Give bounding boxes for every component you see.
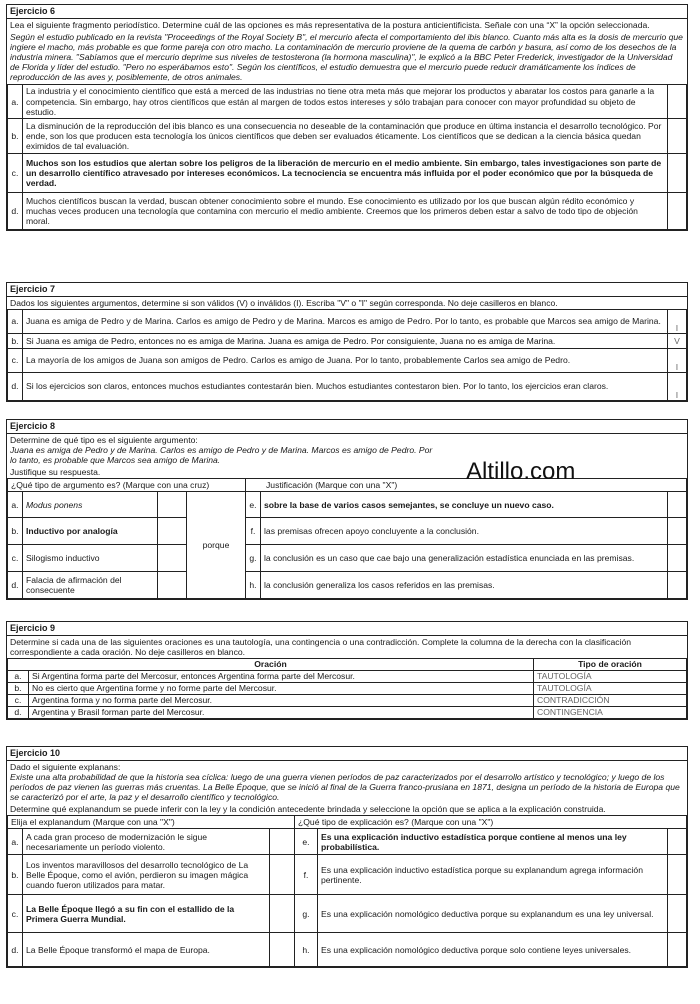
option-text: La Belle Époque llegó a su fin con el estallido de la Primera Guerra Mundial.: [23, 895, 270, 933]
row-letter: c.: [8, 348, 23, 372]
option-letter: d.: [8, 192, 23, 229]
option-letter: a.: [8, 492, 23, 518]
option-letter: b.: [8, 118, 23, 153]
option-letter: d.: [8, 572, 23, 599]
option-text: las premisas ofrecen apoyo concluyente a la conclusión.: [261, 518, 668, 545]
option-letter: b.: [8, 855, 23, 895]
option-mark-box[interactable]: [158, 518, 187, 545]
ej9-row-a: [8, 670, 687, 682]
ej6-option-d[interactable]: [8, 192, 687, 229]
ej7-row-d: [8, 372, 687, 400]
option-mark-box[interactable]: [270, 933, 295, 967]
option-text: la conclusión generaliza los casos referidos en las premisas.: [261, 572, 668, 599]
ej6-title: Ejercicio 6: [7, 5, 687, 19]
ej8-argument: Juana es amiga de Pedro y de Marina. Carlos es amigo de Pedro y de Marina. Marcos es amigo de Pedro. Por lo tanto, es probable que Marcos sea amigo de Marina.: [10, 444, 433, 465]
ej8-col-right-header: Justificación (Marque con una "X"): [246, 479, 687, 492]
ej10-explanans: Existe una alta probabilidad de que la historia sea cíclica: luego de una guerra vienen períodos de paz caracterizados por el desarrollo artístico y tecnológico; y luego de los períodos de paz vienen las guerras más cruentas. La Belle Époque, que se inició al final de la Guerra franco-prusiana en 1871, designa un período de la historia de Europa que se caracterizó por el arte, la paz y el desarrollo científico y tecnológico.: [10, 771, 680, 803]
ej10-instructions: Determine qué explanandum se puede inferir con la ley y la condición antecedente brindada y seleccione la opción que se aplica a la explicación construida.: [10, 804, 606, 815]
ej9-col-oracion: Oración: [8, 658, 534, 670]
altillo-watermark: Altillo.com: [466, 458, 576, 485]
ej8-row-4: [8, 572, 687, 599]
option-mark-box[interactable]: [668, 895, 687, 933]
row-text: Si los ejercicios son claros, entonces muchos estudiantes contestarán bien. Muchos estudiantes contestaron bien. Por lo tanto, los ejercicios eran claros.: [23, 372, 668, 400]
ejercicio-9: [6, 621, 688, 720]
ej8-table: [7, 478, 687, 599]
option-letter: e.: [246, 492, 261, 518]
row-text: Argentina forma y no forma parte del Mercosur.: [29, 694, 534, 706]
option-text: Silogismo inductivo: [23, 545, 158, 572]
option-mark-box[interactable]: [668, 829, 687, 855]
ej9-row-c: [8, 694, 687, 706]
ej9-row-d: [8, 706, 687, 718]
option-text: Es una explicación inductivo estadística porque contiene al menos una ley probabilística.: [318, 829, 668, 855]
option-mark-box[interactable]: [668, 192, 687, 229]
ej7-row-c: [8, 348, 687, 372]
row-text: Si Argentina forma parte del Mercosur, entonces Argentina forma parte del Mercosur.: [29, 670, 534, 682]
ej8-row-2: [8, 518, 687, 545]
option-letter: a.: [8, 85, 23, 118]
ej10-row-4: [8, 933, 687, 967]
option-mark-box[interactable]: [668, 118, 687, 153]
row-text: No es cierto que Argentina forme y no forme parte del Mercosur.: [29, 682, 534, 694]
ej6-instructions: Lea el siguiente fragmento periodístico. Determine cuál de las opciones es más representativa de la postura anticientificista. Señale con una “X” la opción seleccionada.: [10, 19, 650, 30]
ej10-header-row: [8, 816, 687, 829]
tipo-input[interactable]: TAUTOLOGÍA: [534, 670, 687, 682]
porque-label: porque: [187, 492, 246, 599]
answer-box[interactable]: I: [668, 309, 687, 333]
option-letter: c.: [8, 545, 23, 572]
row-text: Si Juana es amiga de Pedro, entonces no es amiga de Marina. Juana es amiga de Pedro. Por consiguiente, Juana no es amiga de Marina.: [23, 333, 668, 348]
ej6-fragment: Según el estudio publicado en la revista "Proceedings of the Royal Society B", el mercurio afecta el comportamiento del ibis blanco. Cuanto más alta es la dosis de mercurio que ingiere el macho, más probable es que forme pareja con otro macho. La contaminación de mercurio proviene de la quema de carbón y basura, así como de los desechos de la industria minera. "Sabíamos que el mercurio deprime sus niveles de testosterona (la hormona masculina)", le explicó a la BBC Peter Frederick, investigador de la Universidad de Florida y líder del estudio. "Pero no esperábamos esto". Según los científicos, el estudio demuestra que el mercurio puede reducir dramáticamente los índices de reproducción de las aves y, posiblemente, de otros animales.: [10, 31, 683, 83]
option-text: Los inventos maravillosos del desarrollo tecnológico de La Belle Époque, como el avión, perdieron su imagen mágica cuando fueron utilizados para matar.: [23, 855, 270, 895]
ej9-instructions: Determine si cada una de las siguientes oraciones es una tautología, una contingencia o una contradicción. Complete la columna de la derecha con la clasificación correspondiente a cada oración. No deje casilleros en blanco.: [10, 636, 632, 657]
option-text: Falacia de afirmación del consecuente: [23, 572, 158, 599]
ej10-row-3: [8, 895, 687, 933]
option-letter: g.: [246, 545, 261, 572]
option-letter: f.: [246, 518, 261, 545]
option-mark-box[interactable]: [270, 855, 295, 895]
ej6-option-b[interactable]: [8, 118, 687, 153]
option-text: La disminución de la reproducción del ibis blanco es una consecuencia no deseable de la contaminación que produce en última instancia el desarrollo tecnológico. Por ende, son los que producen esta tecnología los únicos científicos que deben ser evaluados éticamente. Los científicos que se dedican a la ciencia básica quedan eximidos de tal evaluación.: [23, 118, 668, 153]
ejercicio-10: [6, 746, 688, 968]
option-mark-box[interactable]: [668, 855, 687, 895]
option-text: La industria y el conocimiento científico que está a merced de las industrias no tiene otra meta más que mejorar los productos y abaratar los costos para ganarle a la competencia. Sin embargo, hay otros científicos que están al margen de todos estos intereses y sólo trabajan para conocer con mayor profundidad su objeto de estudio.: [23, 85, 668, 118]
answer-box[interactable]: I: [668, 372, 687, 400]
row-letter: a.: [8, 309, 23, 333]
ej7-title: Ejercicio 7: [7, 283, 687, 297]
row-letter: a.: [8, 670, 29, 682]
ej10-col-left-header: Elija el explanandum (Marque con una "X"): [8, 816, 295, 829]
option-letter: h.: [295, 933, 318, 967]
row-letter: c.: [8, 694, 29, 706]
option-mark-box[interactable]: [668, 85, 687, 118]
option-text: Muchos son los estudios que alertan sobre los peligros de la liberación de mercurio en el medio ambiente. Sin embargo, tales investigaciones son parte de un desarrollo científico atravesado por intereses económicos. La tecnociencia se encuentra más influida por el poder económico que por la búsqueda de verdad.: [23, 153, 668, 192]
option-mark-box[interactable]: [270, 829, 295, 855]
ej9-title: Ejercicio 9: [7, 622, 687, 636]
option-letter: c.: [8, 895, 23, 933]
option-letter: g.: [295, 895, 318, 933]
option-letter: h.: [246, 572, 261, 599]
option-text: Inductivo por analogía: [23, 518, 158, 545]
tipo-input[interactable]: TAUTOLOGÍA: [534, 682, 687, 694]
row-letter: d.: [8, 372, 23, 400]
ej9-row-b: [8, 682, 687, 694]
option-mark-box[interactable]: [158, 492, 187, 518]
ej10-title: Ejercicio 10: [7, 747, 687, 761]
ej6-options: [7, 84, 687, 229]
row-text: La mayoría de los amigos de Juana son amigos de Pedro. Carlos es amigo de Juana. Por lo tanto, probablemente Carlos sea amigo de Pedro.: [23, 348, 668, 372]
option-text: la conclusión es un caso que cae bajo una generalización estadística enunciada en las premisas.: [261, 545, 668, 572]
ej10-intro: Dado el siguiente explanans:: [10, 761, 121, 772]
option-letter: f.: [295, 855, 318, 895]
option-mark-box[interactable]: [668, 492, 687, 518]
ej10-col-right-header: ¿Qué tipo de explicación es? (Marque con una "X"): [295, 816, 687, 829]
option-text: sobre la base de varios casos semejantes, se concluye un nuevo caso.: [261, 492, 668, 518]
ej10-row-2: [8, 855, 687, 895]
row-letter: b.: [8, 333, 23, 348]
ejercicio-7: [6, 282, 688, 402]
option-text: Muchos científicos buscan la verdad, buscan obtener conocimiento sobre el mundo. Ese conocimiento es utilizado por los que buscan algún rédito económico y muchas veces producen una tecnología que contamina con mercurio el medio ambiente. Creemos que los primeros deben estar a salvo de todo tipo de objeción moral.: [23, 192, 668, 229]
option-letter: e.: [295, 829, 318, 855]
ej9-col-tipo: Tipo de oración: [534, 658, 687, 670]
row-letter: b.: [8, 682, 29, 694]
ej8-col-left-header: ¿Qué tipo de argumento es? (Marque con una cruz): [8, 479, 246, 492]
option-letter: b.: [8, 518, 23, 545]
ej7-table: [7, 309, 687, 401]
option-mark-box[interactable]: [158, 545, 187, 572]
option-mark-box[interactable]: [668, 153, 687, 192]
option-text: A cada gran proceso de modernización le sigue necesariamente un período violento.: [23, 829, 270, 855]
option-mark-box[interactable]: [158, 572, 187, 599]
option-text: Es una explicación inductivo estadística porque su explanandum agrega información pertinente.: [318, 855, 668, 895]
option-mark-box[interactable]: [668, 572, 687, 599]
ej8-justify: Justifique su respuesta.: [10, 467, 101, 478]
option-mark-box[interactable]: [668, 518, 687, 545]
tipo-input[interactable]: CONTRADICCIÓN: [534, 694, 687, 706]
ej8-title: Ejercicio 8: [7, 420, 687, 434]
ej10-row-1: [8, 829, 687, 855]
option-text: Es una explicación nomológico deductiva porque su explanandum es una ley universal.: [318, 895, 668, 933]
option-text: Es una explicación nomológico deductiva porque solo contiene leyes universales.: [318, 933, 668, 967]
tipo-input[interactable]: CONTINGENCIA: [534, 706, 687, 718]
ej7-row-b: [8, 333, 687, 348]
answer-box[interactable]: I: [668, 348, 687, 372]
ej8-row-1: [8, 492, 687, 518]
option-letter: d.: [8, 933, 23, 967]
row-text: Juana es amiga de Pedro y de Marina. Carlos es amigo de Pedro y de Marina. Marcos es amigo de Pedro. Por lo tanto, es probable que Marcos sea amigo de Marina.: [23, 309, 668, 333]
ej6-option-a[interactable]: [8, 85, 687, 118]
ej9-table: [7, 658, 687, 719]
ejercicio-6: [6, 4, 688, 231]
row-text: Argentina y Brasil forman parte del Mercosur.: [29, 706, 534, 718]
row-letter: d.: [8, 706, 29, 718]
ej9-header-row: [8, 658, 687, 670]
answer-box[interactable]: V: [668, 333, 687, 348]
ej7-instructions: Dados los siguientes argumentos, determine si son válidos (V) o inválidos (I). Escriba "V" o "I" según corresponda. No deje casilleros en blanco.: [10, 297, 558, 308]
option-letter: a.: [8, 829, 23, 855]
ej6-option-c[interactable]: [8, 153, 687, 192]
ej7-row-a: [8, 309, 687, 333]
option-mark-box[interactable]: [668, 545, 687, 572]
ejercicio-8: [6, 419, 688, 600]
option-text: Modus ponens: [23, 492, 158, 518]
option-mark-box[interactable]: [668, 933, 687, 967]
option-letter: c.: [8, 153, 23, 192]
ej10-table: [7, 815, 687, 967]
ej8-header-row: [8, 479, 687, 492]
ej8-instructions: Determine de qué tipo es el siguiente argumento:: [10, 434, 198, 445]
ej8-row-3: [8, 545, 687, 572]
option-text: La Belle Époque transformó el mapa de Europa.: [23, 933, 270, 967]
option-mark-box[interactable]: [270, 895, 295, 933]
